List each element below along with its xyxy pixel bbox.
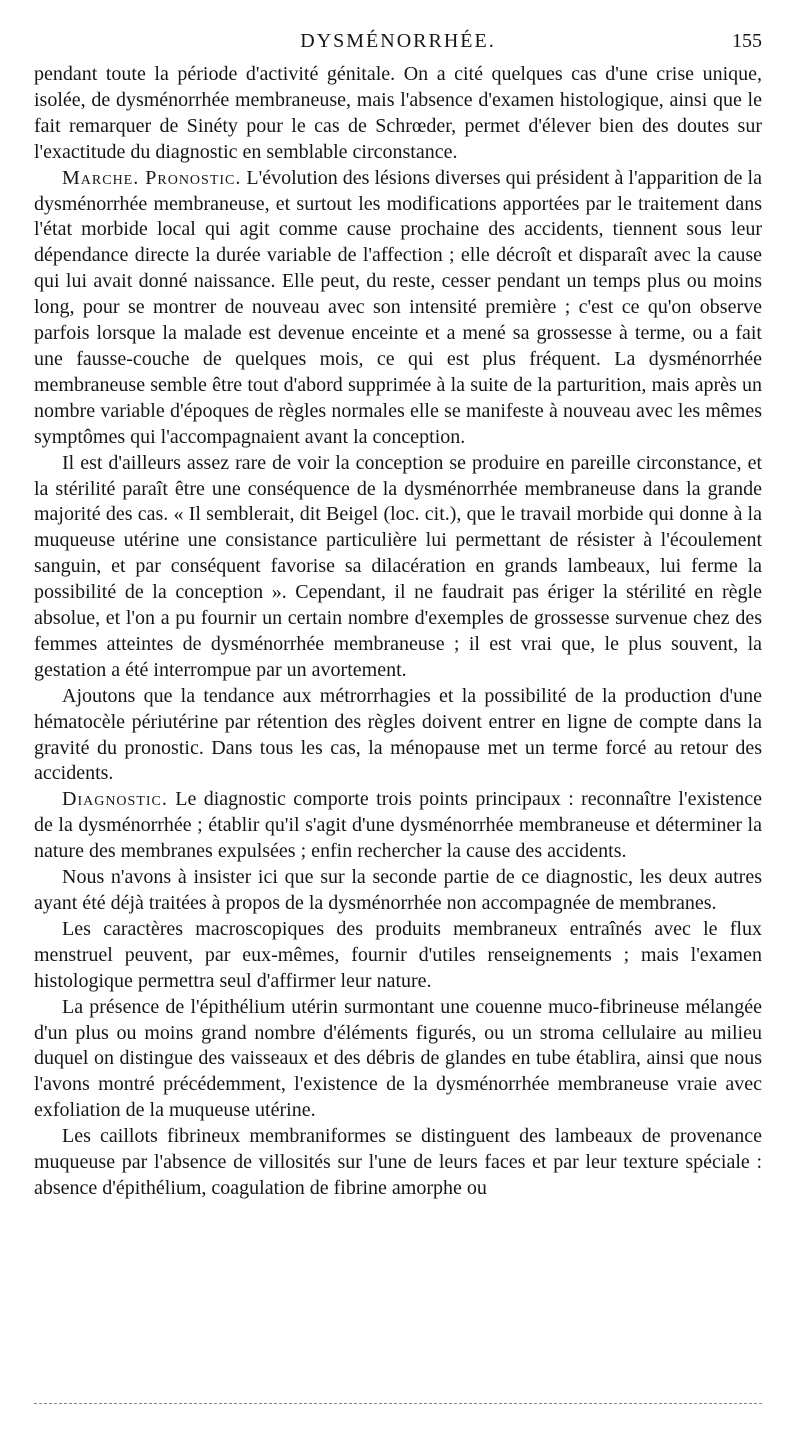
- paragraph-9: Les caillots fibrineux membraniformes se distinguent des lambeaux de provenance muqueuse par l'absence de villosités sur l'une de leurs faces et par leur texture spéciale : absence d'épithélium, coagulation de fibrine amorphe ou: [34, 1125, 762, 1199]
- paragraph-7: Les caractères macroscopiques des produits membraneux entraînés avec le flux menstruel peuvent, par eux-mêmes, fournir d'utiles renseignements ; mais l'examen histologique permettra seul d'affirmer leur nature.: [34, 917, 762, 992]
- section-heading-marche-pronostic: Marche. Pronostic.: [62, 166, 242, 189]
- page-number: 155: [732, 30, 762, 52]
- body-text: [34, 62, 762, 1202]
- paragraph-4: Ajoutons que la tendance aux métrorrhagies et la possibilité de la production d'une hématocèle périutérine par rétention des règles doivent entrer en ligne de compte dans la gravité du pronostic. Dans tous les cas, la ménopause met un terme forcé au retour des accidents.: [34, 684, 762, 785]
- footer-dotted-rule: [34, 1403, 762, 1404]
- section-heading-diagnostic: Diagnostic.: [62, 788, 168, 811]
- paragraph-8: La présence de l'épithélium utérin surmontant une couenne muco-fibrineuse mélangée d'un plus ou moins grand nombre d'éléments figurés, ou un stroma cellulaire au milieu duquel on distingue des vaisseaux et des débris de glandes en tube établira, ainsi que nous l'avons montré précédemment, l'existence de la dysménorrhée membraneuse vraie avec exfoliation de la muqueuse utérine.: [34, 995, 762, 1122]
- paragraph-6: Nous n'avons à insister ici que sur la seconde partie de ce diagnostic, les deux autres ayant été déjà traitées à propos de la dysménorrhée non accompagnée de membranes.: [34, 866, 762, 914]
- paragraph-1: pendant toute la période d'activité génitale. On a cité quelques cas d'une crise unique, isolée, de dysménorrhée membraneuse, mais l'absence d'examen histologique, ainsi que le fait remarquer de Sinéty pour le cas de Schrœder, permet d'élever bien des doutes sur l'exactitude du diagnostic en semblable circonstance.: [34, 63, 762, 163]
- paragraph-3: Il est d'ailleurs assez rare de voir la conception se produire en pareille circonstance, et la stérilité paraît être une conséquence de la dysménorrhée membraneuse dans la grande majorité des cas. « Il semblerait, dit Beigel (loc. cit.), que le travail morbide qui donne à la muqueuse utérine une consistance particulière lui permettant de résister à l'écoulement sanguin, et par conséquent favorise sa dilacération en grands lambeaux, lui ferme la possibilité de la conception ». Cependant, il ne faudrait pas ériger la stérilité en règle absolue, et l'on a pu fournir un certain nombre d'exemples de grossesse survenue chez des femmes atteintes de dysménorrhée membraneuse ; il est vrai que, le plus souvent, la gestation a été interrompue par un avortement.: [34, 451, 762, 681]
- paragraph-2: Marche. Pronostic. L'évolution des lésions diverses qui président à l'apparition de la dysménorrhée membraneuse, et surtout les modifications apportées par le traitement dans l'état morbide local qui agit comme cause prochaine des accidents, tiennent sous leur dépendance directe la durée variable de l'affection ; elle décroît et disparaît avec la cause qui lui avait donné naissance. Elle peut, du reste, cesser pendant un temps plus ou moins long, pour se montrer de nouveau avec son intensité première ; c'est ce qu'on observe parfois lorsque la malade est devenue enceinte et a mené sa grossesse à terme, ou a fait une fausse-couche de quelques mois, ce qui est plus fréquent. La dysménorrhée membraneuse semble être tout d'abord supprimée à la suite de la parturition, mais après un nombre variable d'époques de règles normales elle se manifeste à nouveau avec les mêmes symptômes qui l'accompagnaient avant la conception.: [34, 166, 762, 448]
- paragraph-5: Diagnostic. Le diagnostic comporte trois points principaux : reconnaître l'existence de la dysménorrhée ; établir qu'il s'agit d'une dysménorrhée membraneuse et déterminer la nature des membranes expulsées ; enfin rechercher la cause des accidents.: [34, 788, 762, 863]
- running-header: [34, 28, 762, 62]
- running-title: DYSMÉNORRHÉE.: [300, 30, 496, 52]
